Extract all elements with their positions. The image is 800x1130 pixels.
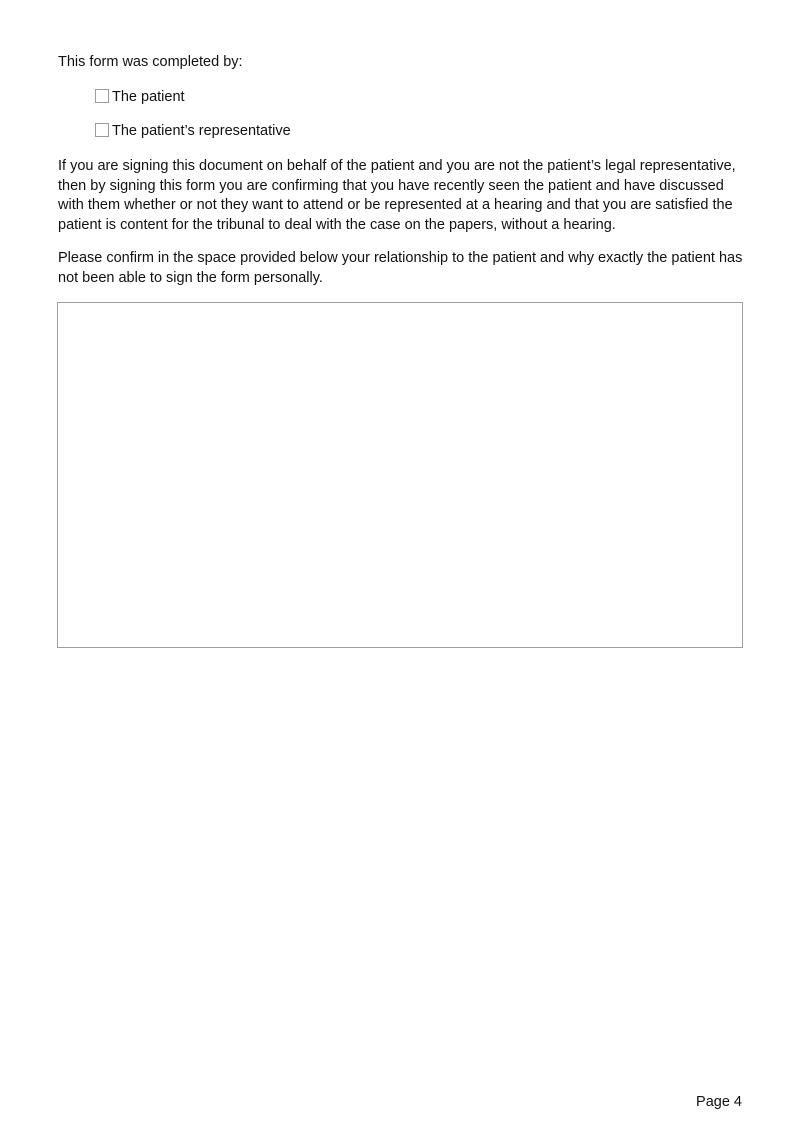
completed-by-label: This form was completed by: xyxy=(58,54,243,70)
page-number: Page 4 xyxy=(696,1094,742,1110)
patient-option-label: The patient xyxy=(112,89,185,105)
patient-checkbox[interactable] xyxy=(95,89,109,103)
relationship-instructions: Please confirm in the space provided below your relationship to the patient and why exactly the patient has not been able to sign the form personally. xyxy=(58,250,743,286)
representative-option-label: The patient’s representative xyxy=(112,123,291,139)
legal-representative-notice: If you are signing this document on behalf of the patient and you are not the patient’s legal representative, then by signing this form you are confirming that you have recently seen the patient and have discussed with them whether or not they want to attend or be represented at a hearing and that you are satisfied the patient is content for the tribunal to deal with the case on the papers, without a hearing. xyxy=(58,158,736,233)
relationship-answer-box[interactable] xyxy=(57,302,743,648)
option-patient[interactable] xyxy=(95,88,185,108)
representative-checkbox[interactable] xyxy=(95,123,109,137)
option-representative[interactable] xyxy=(95,122,291,142)
